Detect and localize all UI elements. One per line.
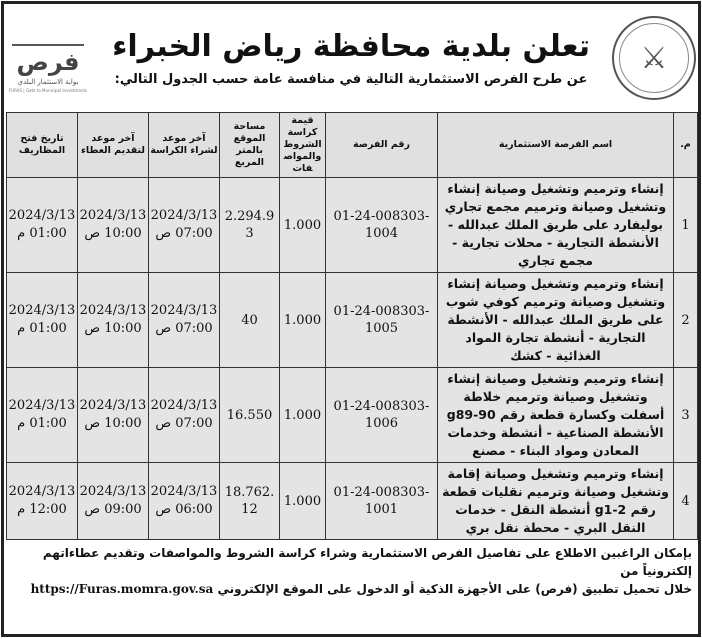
buy-deadline-date: 2024/3/13: [150, 303, 218, 318]
ministry-seal-icon: ⚔: [612, 16, 696, 100]
booklet-fee: 1.000: [283, 312, 322, 328]
booklet-fee: 1.000: [283, 493, 322, 509]
footer-line-1: بإمكان الراغبين الاطلاع على تفاصيل الفرص الاستثمارية وشراء كراسة الشروط والمواصفات وتقديم عطاءاتهم إلكترونياً من: [42, 546, 692, 578]
footer-line-2: خلال تحميل تطبيق (فرص) على الأجهزة الذكية أو الدخول على الموقع الإلكتروني: [217, 582, 692, 596]
opening-date: 2024/3/13: [8, 208, 76, 223]
logo-text: فرص: [16, 48, 80, 76]
opportunity-id: 01-24-008303-1006: [333, 399, 430, 431]
opportunity-name: إنشاء وترميم وتشغيل وصيانة إقامة وتشغيل وصيانة وترميم نقليات قطعة رقم g1-2 أنشطة النقل - خدمات النقل البري - محطة نقل بري: [442, 466, 669, 535]
heading-block: [96, 27, 606, 89]
table-row: [7, 273, 698, 368]
submit-deadline-date: 2024/3/13: [79, 303, 147, 318]
opportunity-id: 01-24-008303-1001: [333, 485, 430, 517]
column-header: مساحة الموقع بالمتر المربع: [220, 113, 280, 178]
furas-logo: [6, 22, 90, 94]
submit-deadline-time: 10:00 ص: [84, 321, 142, 336]
buy-deadline-time: 07:00 ص: [155, 226, 213, 241]
site-area: 2.294.93: [224, 209, 275, 241]
site-area: 18.762.12: [224, 485, 275, 517]
header: [6, 8, 696, 108]
opening-date: 2024/3/13: [8, 484, 76, 499]
opportunity-name: إنشاء وترميم وتشغيل وصيانة إنشاء وتشغيل وصيانة وترميم مجمع تجاري بوليفارد على طريق الملك عبدالله - الأنشطة التجارية - محلات تجارية - مجمع تجاري: [444, 181, 667, 268]
buy-deadline-time: 07:00 ص: [155, 321, 213, 336]
column-header: رقم الفرصة: [326, 113, 438, 178]
opportunity-id: 01-24-008303-1005: [333, 304, 430, 336]
opportunities-table: [6, 112, 698, 540]
column-header: آخر موعد لشراء الكراسة: [149, 113, 220, 178]
skyline-icon: [12, 22, 84, 46]
logo-subtitle: بوابة الاستثمار البلدي: [17, 78, 79, 86]
submit-deadline-time: 09:00 ص: [84, 502, 142, 517]
footer-note: [6, 544, 696, 598]
table-header-row: [7, 113, 698, 178]
booklet-fee: 1.000: [283, 407, 322, 423]
submit-deadline-time: 10:00 ص: [84, 226, 142, 241]
opening-date: 2024/3/13: [8, 398, 76, 413]
site-area: 40: [241, 312, 258, 328]
column-header: آخر موعد لتقديم العطاء: [78, 113, 149, 178]
opening-time: 01:00 م: [17, 226, 67, 241]
buy-deadline-date: 2024/3/13: [150, 398, 218, 413]
column-header: اسم الفرصة الاستثمارية: [438, 113, 674, 178]
page-subtitle: عن طرح الفرص الاستثمارية التالية في منافسة عامة حسب الجدول التالي:: [114, 72, 588, 87]
submit-deadline-date: 2024/3/13: [79, 398, 147, 413]
row-number: 1: [681, 217, 690, 233]
column-header: تاريخ فتح المظاريف: [7, 113, 78, 178]
opportunity-name: إنشاء وترميم وتشغيل وصيانة إنشاء وتشغيل وصيانة وترميم كوفي شوب على طريق الملك عبدالله - الأنشطة التجارية - أنشطة تجارة المواد الغذائية - كشك: [445, 276, 666, 363]
buy-deadline-date: 2024/3/13: [150, 208, 218, 223]
page-title: تعلن بلدية محافظة رياض الخبراء: [112, 29, 590, 64]
advertisement: [1, 1, 701, 637]
column-header: م.: [674, 113, 698, 178]
opening-time: 12:00 م: [17, 502, 67, 517]
table-row: [7, 368, 698, 463]
booklet-fee: 1.000: [283, 217, 322, 233]
buy-deadline-time: 07:00 ص: [155, 416, 213, 431]
row-number: 4: [681, 493, 690, 509]
row-number: 2: [681, 312, 690, 328]
logo-subtitle-en: FURAS | Gate to Municipal Investments: [8, 88, 88, 93]
opportunity-id: 01-24-008303-1004: [333, 209, 430, 241]
opening-time: 01:00 م: [17, 416, 67, 431]
opening-time: 01:00 م: [17, 321, 67, 336]
website-link[interactable]: https://Furas.momra.gov.sa: [30, 582, 214, 596]
site-area: 16.550: [226, 407, 273, 423]
buy-deadline-time: 06:00 ص: [155, 502, 213, 517]
submit-deadline-time: 10:00 ص: [84, 416, 142, 431]
submit-deadline-date: 2024/3/13: [79, 208, 147, 223]
opening-date: 2024/3/13: [8, 303, 76, 318]
table-row: [7, 178, 698, 273]
table-row: [7, 463, 698, 540]
row-number: 3: [681, 407, 690, 423]
column-header: قيمة كراسة الشروط والمواصفات: [280, 113, 326, 178]
submit-deadline-date: 2024/3/13: [79, 484, 147, 499]
buy-deadline-date: 2024/3/13: [150, 484, 218, 499]
opportunity-name: إنشاء وترميم وتشغيل وصيانة إنشاء وتشغيل وصيانة وترميم خلاطة أسفلت وكسارة قطعة رقم g89-90 الأنشطة الصناعية - أنشطة وخدمات المعادن ومواد البناء - مصنع: [446, 371, 665, 458]
